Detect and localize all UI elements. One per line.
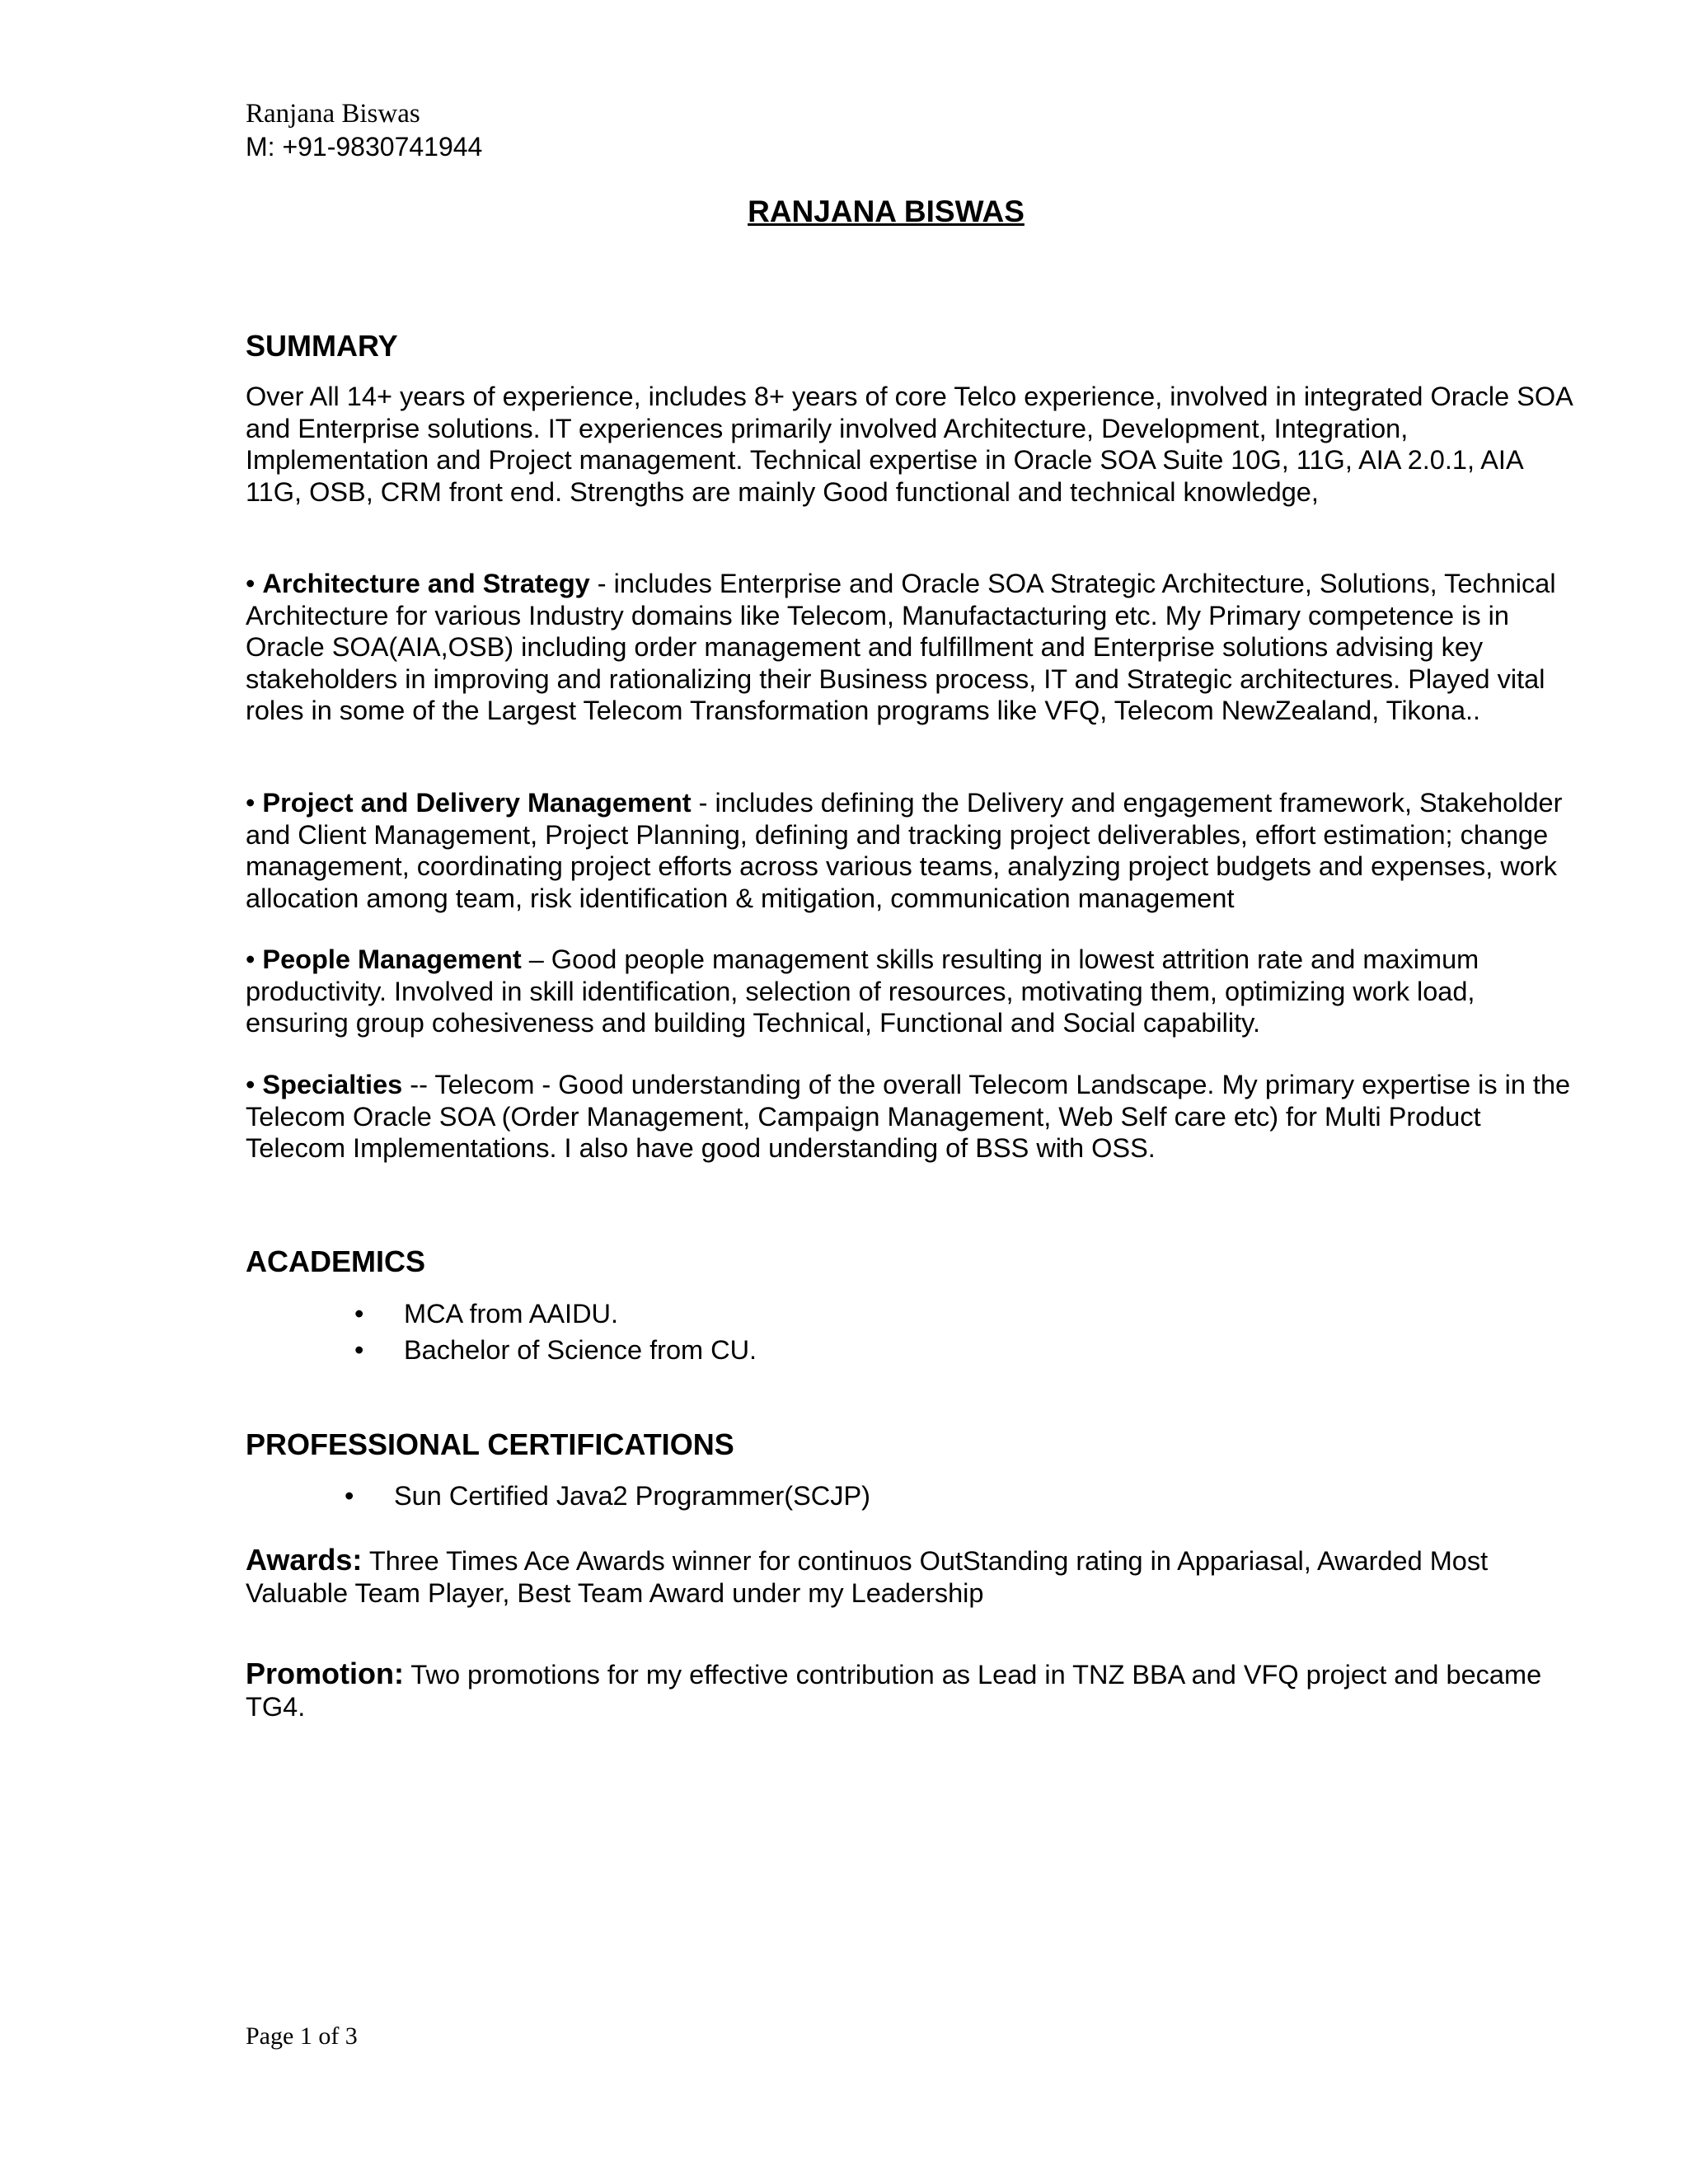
summary-heading: SUMMARY <box>246 329 398 363</box>
academics-list <box>354 1296 757 1368</box>
strength-people <box>246 944 1573 1039</box>
page-number: Page 1 of 3 <box>246 2022 358 2050</box>
header-phone: M: +91-9830741944 <box>246 132 483 162</box>
certifications-list <box>345 1478 870 1514</box>
strength-architecture <box>246 568 1573 727</box>
promotion-label: Promotion: <box>246 1657 404 1690</box>
strength-text: -- Telecom - Good understanding of the overall Telecom Landscape. My primary expertise is in the Telecom Oracle SOA (Order Management, Campaign Management, Web Self care etc) for Multi Product Telecom Implementations. I also have good understanding of BSS with OSS. <box>246 1070 1571 1163</box>
strength-label: Architecture and Strategy <box>262 569 590 598</box>
bullet-glyph: • <box>354 1299 364 1329</box>
bullet-glyph: • <box>354 1335 364 1365</box>
summary-paragraph: Over All 14+ years of experience, includes 8+ years of core Telco experience, involved in integrated Oracle SOA and Enterprise solutions. IT experiences primarily involved Architecture, Development, Integration, Implementation and Project management. Technical expertise in Oracle SOA Suite 10G, 11G, AIA 2.0.1, AIA 11G, OSB, CRM front end. Strengths are mainly Good functional and technical knowledge, <box>246 382 1573 507</box>
bullet-glyph: • <box>246 944 256 974</box>
awards-text: Three Times Ace Awards winner for continuos OutStanding rating in Appariasal, Awarded Most Valuable Team Player, Best Team Award under my Leadership <box>246 1546 1489 1608</box>
promotion-section <box>246 1658 1573 1722</box>
promotion-text: Two promotions for my effective contribution as Lead in TNZ BBA and VFQ project and became TG4. <box>246 1660 1542 1722</box>
awards-label: Awards: <box>246 1543 363 1577</box>
awards-section <box>246 1544 1573 1609</box>
strength-specialties <box>246 1069 1573 1165</box>
strength-label: Specialties <box>262 1070 403 1099</box>
header-name: Ranjana Biswas <box>246 99 420 129</box>
strength-label: Project and Delivery Management <box>262 788 692 818</box>
strength-text: - includes defining the Delivery and engagement framework, Stakeholder and Client Management, Project Planning, defining and tracking project deliverables, effort estimation; change management, coordinating project efforts across various teams, analyzing project budgets and expenses, work allocation among team, risk identification & mitigation, communication management <box>246 788 1563 913</box>
list-item: • Bachelor of Science from CU. <box>354 1332 757 1368</box>
strength-delivery <box>246 787 1573 914</box>
strength-text: - includes Enterprise and Oracle SOA Strategic Architecture, Solutions, Technical Architecture for various Industry domains like Telecom, Manufactacturing etc. My Primary competence is in Oracle SOA(AIA,OSB) including order management and fulfillment and Enterprise solutions advising key stakeholders in improving and rationalizing their Business process, IT and Strategic architectures. Played vital roles in some of the Largest Telecom Transformation programs like VFQ, Telecom NewZealand, Tikona.. <box>246 569 1556 725</box>
document-title: RANJANA BISWAS <box>748 194 1025 228</box>
bullet-glyph: • <box>246 788 256 818</box>
strength-label: People Management <box>262 944 522 974</box>
list-item: • Sun Certified Java2 Programmer(SCJP) <box>345 1478 870 1514</box>
bullet-glyph: • <box>246 569 256 598</box>
strength-text: – Good people management skills resulting in lowest attrition rate and maximum productivity. Involved in skill identification, selection of resources, motivating them, optimizing work load, ensuring group cohesiveness and building Technical, Functional and Social capability. <box>246 944 1479 1038</box>
list-item: • MCA from AAIDU. <box>354 1296 757 1332</box>
bullet-glyph: • <box>345 1481 354 1511</box>
page-header <box>246 97 482 163</box>
certifications-heading: PROFESSIONAL CERTIFICATIONS <box>246 1427 734 1461</box>
bullet-glyph: • <box>246 1070 256 1099</box>
summary-text <box>246 381 1573 508</box>
academics-heading: ACADEMICS <box>246 1244 426 1278</box>
